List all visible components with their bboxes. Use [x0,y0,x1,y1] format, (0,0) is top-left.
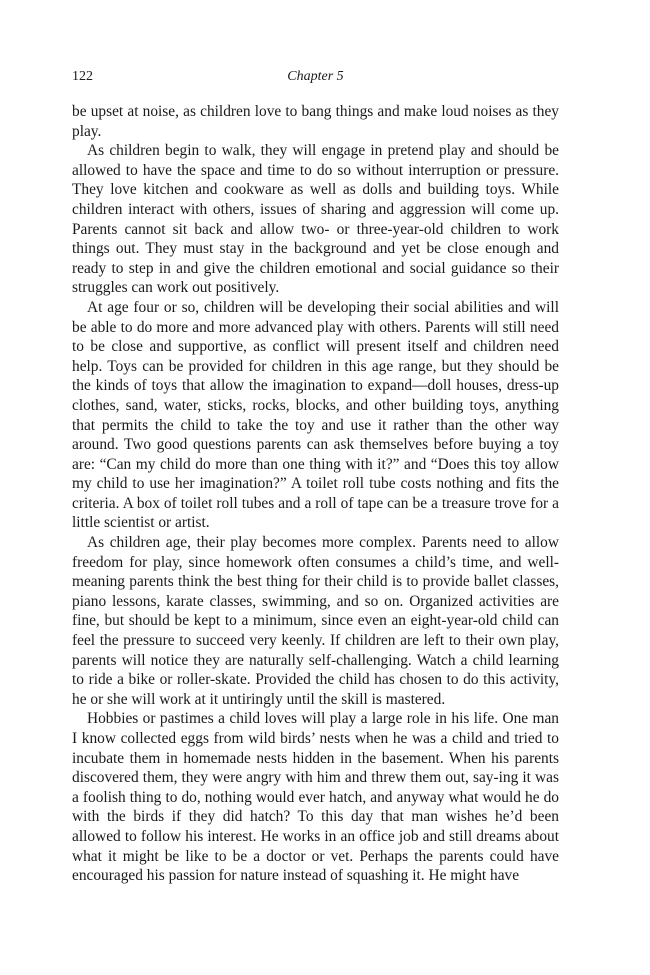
running-head: Chapter 5 [287,69,344,84]
page-number: 122 [72,69,93,84]
page-header [72,66,559,88]
book-page [72,66,559,886]
paragraph: Hobbies or pastimes a child loves will play a large role in his life. One man I know collected eggs from wild birds’ nests when he was a child and tried to incubate them in homemade nests hidden in the basement. When his parents discovered them, they were angry with him and threw them out, say-ing it was a foolish thing to do, nothing would ever hatch, and anyway what would he do with the birds if they did hatch? To this day that man wishes he’d been allowed to follow his interest. He works in an office job and still dreams about what it might be like to be a doctor or vet. Perhaps the parents could have encouraged his passion for nature instead of squashing it. He might have [72,710,559,885]
body-text [72,102,559,886]
paragraph: As children age, their play becomes more complex. Parents need to allow freedom for play, since homework often consumes a child’s time, and well-meaning parents think the best thing for their child is to provide ballet classes, piano lessons, karate classes, swimming, and so on. Organized activities are fine, but should be kept to a minimum, since even an eight-year-old child can feel the pressure to succeed very keenly. If children are left to their own play, parents will notice they are naturally self-challenging. Watch a child learning to ride a bike or roller-skate. Provided the child has chosen to do this activity, he or she will work at it untiringly until the skill is mastered. [72,534,559,708]
paragraph-continued: be upset at noise, as children love to bang things and make loud noises as they play. [72,103,559,140]
paragraph: At age four or so, children will be developing their social abilities and will be able to do more and more advanced play with others. Parents will still need to be close and supportive, as conflict will present itself and children need help. Toys can be provided for children in this age range, but they should be the kinds of toys that allow the imagination to expand—doll houses, dress-up clothes, sand, water, sticks, rocks, blocks, and other building toys, anything that permits the child to take the toy and use it rather than the other way around. Two good questions parents can ask themselves before buying a toy are: “Can my child do more than one thing with it?” and “Does this toy allow my child to use her imagination?” A toilet roll tube costs nothing and fits the criteria. A box of toilet roll tubes and a roll of tape can be a treasure trove for a little scientist or artist. [72,298,559,532]
paragraph: As children begin to walk, they will engage in pretend play and should be allowed to have the space and time to do so without interruption or pressure. They love kitchen and cookware as well as dolls and building toys. While children interact with others, issues of sharing and aggression will come up. Parents cannot sit back and allow two- or three-year-old children to work things out. They must stay in the background and yet be close enough and ready to step in and give the children emotional and social guidance so their struggles can work out positively. [72,142,559,297]
